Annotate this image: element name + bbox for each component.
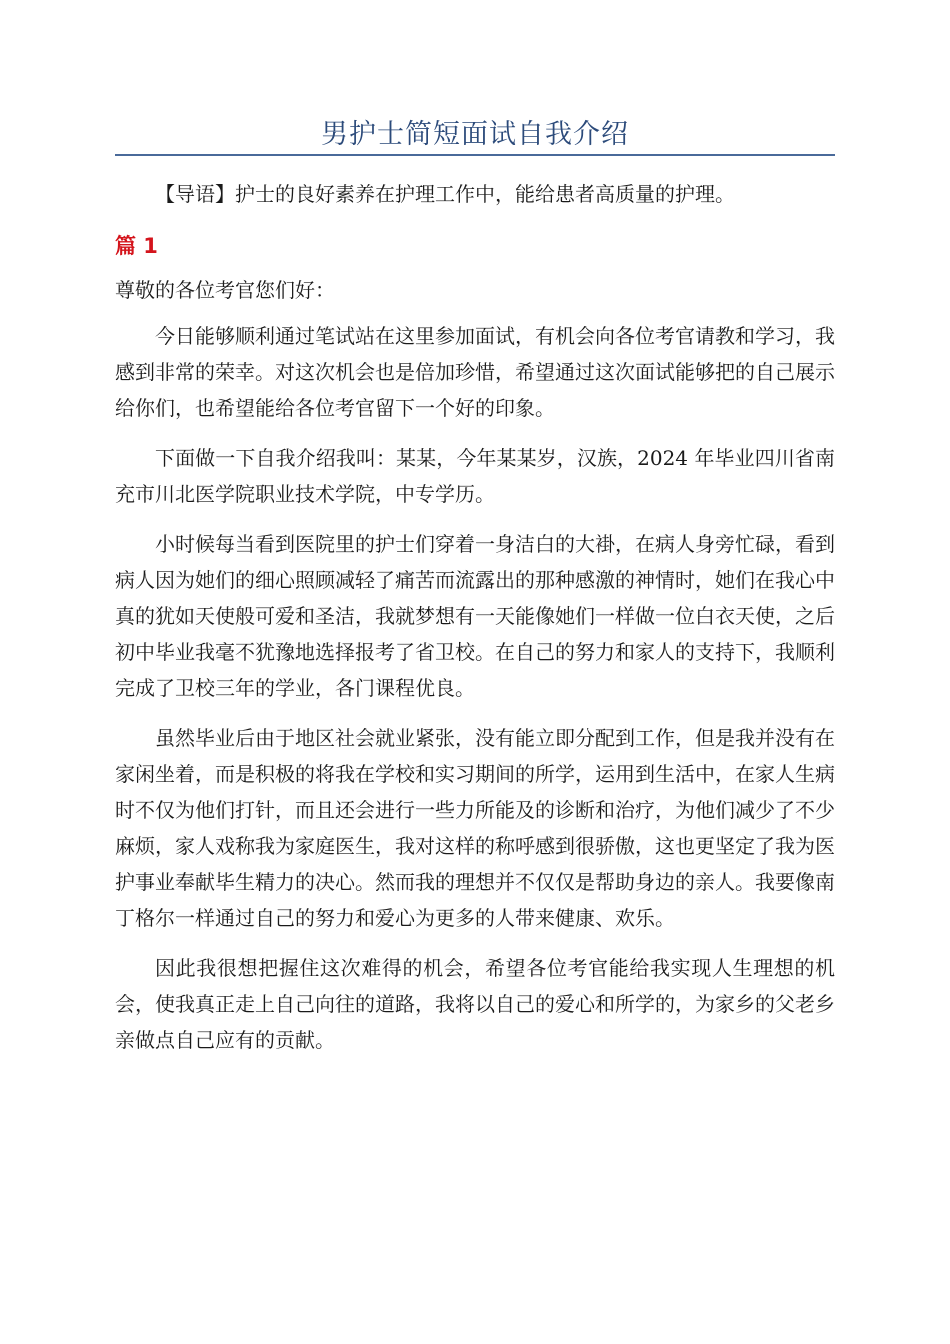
document-title: 男护士简短面试自我介绍 — [321, 119, 629, 150]
lead-paragraph: 【导语】护士的良好素养在护理工作中，能给患者高质量的护理。 — [155, 182, 735, 206]
body-paragraph: 虽然毕业后由于地区社会就业紧张，没有能立即分配到工作，但是我并没有在家闲坐着，而是积极的将我在学校和实习期间的所学，运用到生活中，在家人生病时不仅为他们打针，而且还会进行一些力所能及的诊断和治疗，为他们减少了不少麻烦，家人戏称我为家庭医生，我对这样的称呼感到很骄傲，这也更坚定了我为医护事业奉献毕生精力的决心。然而我的理想并不仅仅是帮助身边的亲人。我要像南丁格尔一样通过自己的努力和爱心为更多的人带来健康、欢乐。 — [115, 726, 835, 930]
document-body — [115, 176, 835, 1072]
body-paragraph: 下面做一下自我介绍我叫：某某，今年某某岁，汉族，2024 年毕业四川省南充市川北医学院职业技术学院，中专学历。 — [115, 446, 835, 506]
greeting-line: 尊敬的各位考官您们好： — [115, 278, 335, 302]
body-paragraph: 今日能够顺利通过笔试站在这里参加面试，有机会向各位考官请教和学习，我感到非常的荣幸。对这次机会也是倍加珍惜，希望通过这次面试能够把的自己展示给你们，也希望能给各位考官留下一个好的印象。 — [115, 324, 835, 420]
section-heading: 篇 1 — [115, 234, 158, 258]
body-paragraph: 因此我很想把握住这次难得的机会，希望各位考官能给我实现人生理想的机会，使我真正走上自己向往的道路，我将以自己的爱心和所学的，为家乡的父老乡亲做点自己应有的贡献。 — [115, 956, 835, 1052]
title-underline — [115, 154, 835, 156]
body-paragraph: 小时候每当看到医院里的护士们穿着一身洁白的大褂，在病人身旁忙碌，看到病人因为她们的细心照顾减轻了痛苦而流露出的那种感激的神情时，她们在我心中真的犹如天使般可爱和圣洁，我就梦想有一天能像她们一样做一位白衣天使，之后初中毕业我毫不犹豫地选择报考了省卫校。在自己的努力和家人的支持下，我顺利完成了卫校三年的学业，各门课程优良。 — [115, 532, 835, 700]
